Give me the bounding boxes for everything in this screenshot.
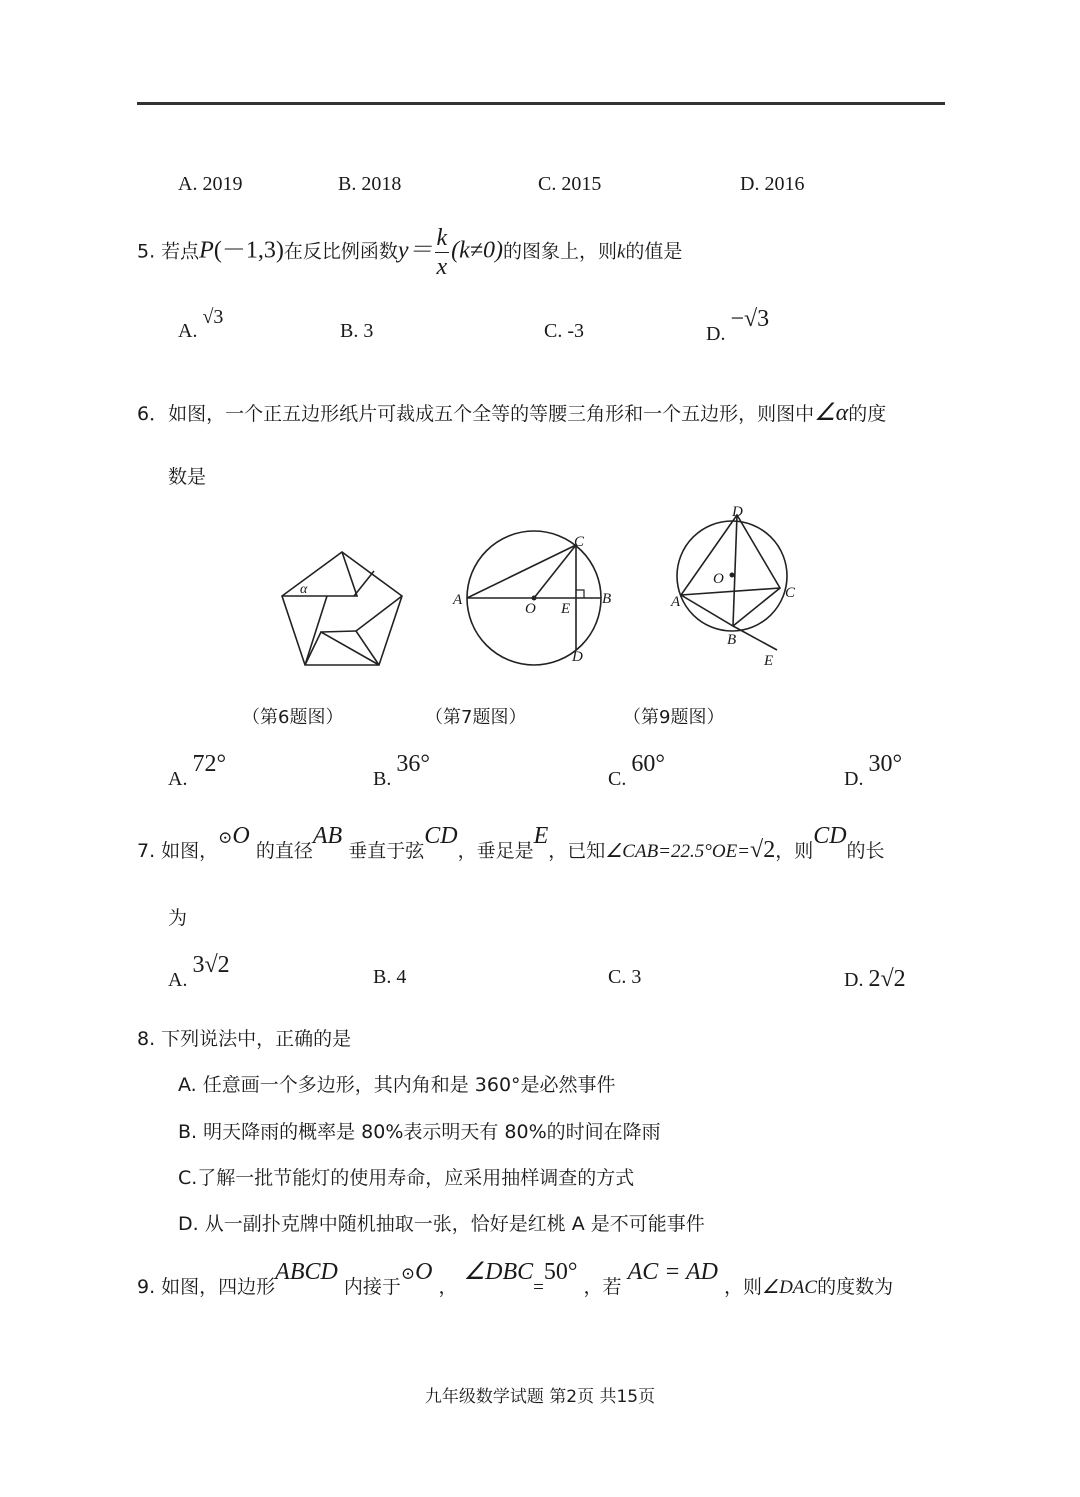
fig9-label-a: A <box>671 594 681 610</box>
fig7-label-e: E <box>561 601 571 617</box>
fig6-caption: （第6题图） <box>242 707 344 728</box>
q6-option-b: B. 36° <box>373 751 430 790</box>
question-8-stem: 8. 下列说法中，正确的是 <box>137 1028 352 1050</box>
fig7-label-a: A <box>453 592 463 608</box>
q7-option-a: A. 3√2 <box>168 952 230 991</box>
fig7-label-o: O <box>525 601 536 617</box>
fig9-label-d: D <box>732 504 743 520</box>
q4-option-b: B. 2018 <box>338 173 402 195</box>
question-5: 5. 若点P(－1,3)在反比例函数y＝ $\frac{k}{x}$ (k≠0)的图象上，则k的值是 <box>137 225 683 280</box>
fig7-label-c: C <box>574 534 585 550</box>
question-9: 9. 如图，四边形ABCD 内接于⊙O ， ∠DBC=50° ，若 AC = AD ，则∠DAC的度数为 <box>137 1259 894 1298</box>
q6-option-c: C. 60° <box>608 751 665 790</box>
q7-option-b: B. 4 <box>373 966 407 988</box>
q5-option-c: C. -3 <box>544 320 584 342</box>
q8-option-d: D. 从一副扑克牌中随机抽取一张，恰好是红桃 A 是不可能事件 <box>178 1213 705 1235</box>
q6-option-a: A. 72° <box>168 751 227 790</box>
q4-option-c: C. 2015 <box>538 173 602 195</box>
question-7-line1: 7. 如图，⊙O 的直径AB 垂直于弦CD，垂足是E，已知∠CAB=22.5°OE=√2，则CD的长 <box>137 823 885 863</box>
q4-option-d: D. 2016 <box>740 173 805 195</box>
q8-option-b: B. 明天降雨的概率是 80%表示明天有 80%的时间在降雨 <box>178 1121 661 1143</box>
q5-option-b: B. 3 <box>340 320 374 342</box>
question-6-line2: 数是 <box>168 466 207 488</box>
fig7-caption: （第7题图） <box>425 707 527 728</box>
fig7-label-b: B <box>602 591 612 607</box>
q4-option-a: A. 2019 <box>178 173 243 195</box>
fig6-pentagon <box>282 552 402 665</box>
q8-option-a: A. 任意画一个多边形，其内角和是 360°是必然事件 <box>178 1074 616 1096</box>
q5-fraction: $\frac{k}{x}$ <box>436 225 448 280</box>
question-7-line2: 为 <box>168 907 188 929</box>
figures-row <box>270 500 830 680</box>
fig7-label-d: D <box>572 649 583 665</box>
q7-option-d: D. 2√2 <box>844 966 906 992</box>
fig9-label-o: O <box>713 571 724 587</box>
header-rule <box>137 102 945 105</box>
question-6-line1: 6．如图，一个正五边形纸片可裁成五个全等的等腰三角形和一个五边形，则图中∠α的度 <box>137 400 887 426</box>
fig9-circle <box>677 515 787 650</box>
fig9-label-b: B <box>727 632 737 648</box>
page-footer: 九年级数学试题 第2页 共15页 <box>424 1387 656 1407</box>
q5-option-a: A. √3 <box>178 306 224 342</box>
q8-option-c: C.了解一批节能灯的使用寿命，应采用抽样调查的方式 <box>178 1167 635 1189</box>
fig7-center-dot <box>532 596 537 601</box>
q7-option-c: C. 3 <box>608 966 642 988</box>
fig9-caption: （第9题图） <box>623 707 725 728</box>
q6-option-d: D. 30° <box>844 751 903 790</box>
fig9-label-c: C <box>785 585 796 601</box>
fig9-center-dot <box>730 573 735 578</box>
fig9-label-e: E <box>764 653 774 669</box>
fig6-angle-alpha: α <box>300 582 308 597</box>
q5-option-d: D. −√3 <box>706 306 770 345</box>
